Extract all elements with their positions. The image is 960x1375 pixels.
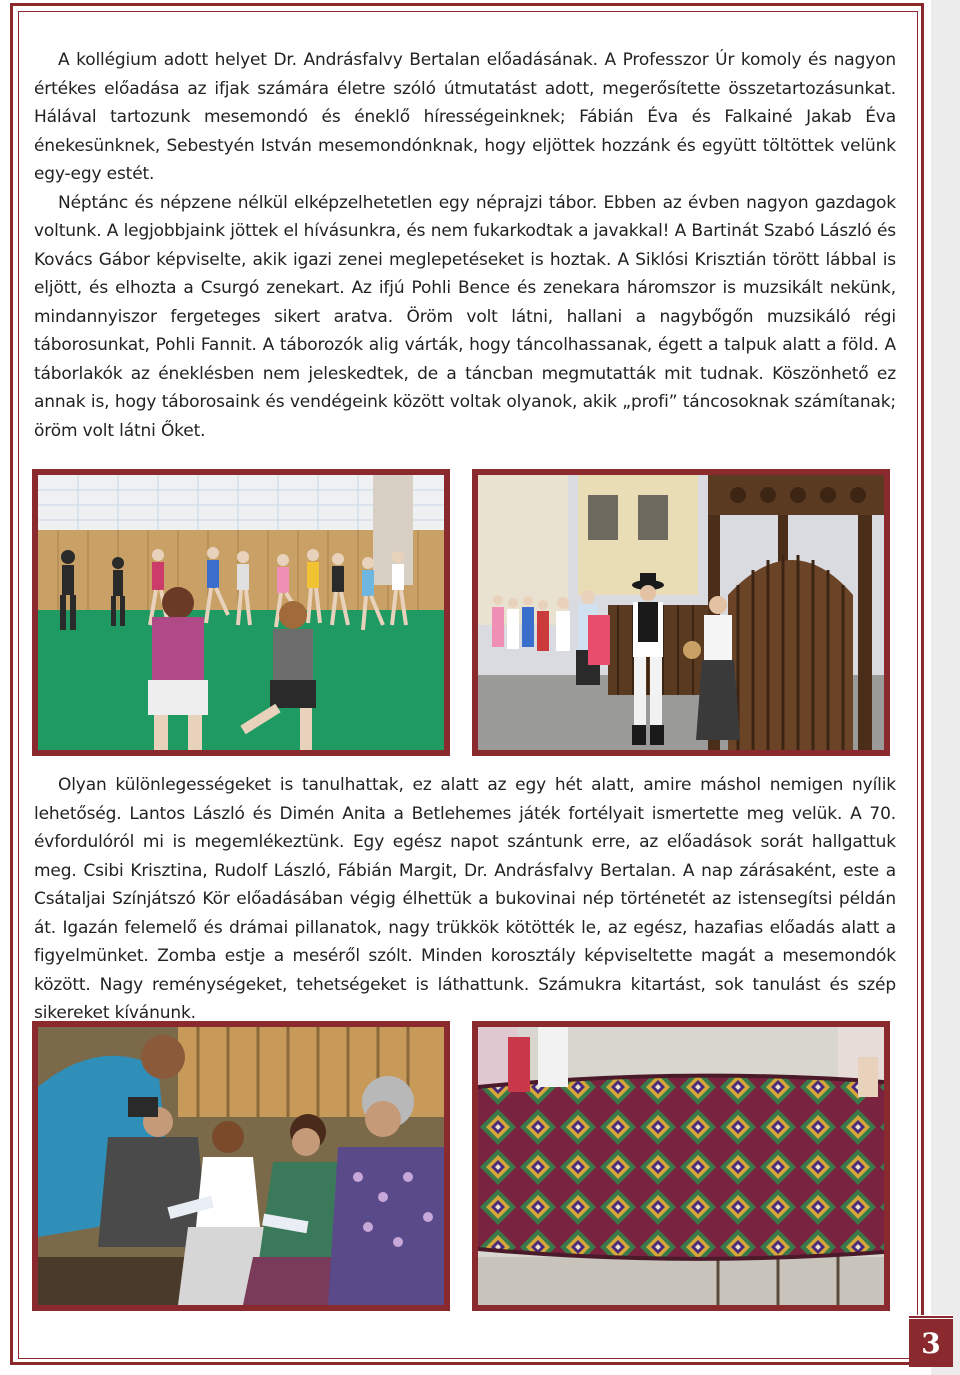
photo-dance-practice — [32, 469, 450, 756]
article-text-top — [34, 46, 896, 445]
dance-practice-illustration — [38, 475, 444, 750]
paragraph-lectures: A kollégium adott helyet Dr. Andrásfalvy Bertalan előadásának. A Professzor Úr komoly és nagyon értékes előadása az ifjak számára életre szóló útmutatást adott, megerősítette összetartozásunkat. Hálával tartozunk mesemondó és éneklő hírességeinknek; Fábián Éva és Falkainé Jakab Éva énekesünknek, Sebestyén István mesemondónknak, hogy eljöttek hozzánk és együtt töltöttek velünk egy-egy estét. — [34, 50, 896, 184]
paragraph-special-programs: Olyan különlegességeket is tanulhattak, ez alatt az egy hét alatt, amire máshol nemigen nyílik lehetőség. Lantos László és Dimén Anita a Betlehemes játék fortélyait ismertette meg velük. A 70. évfordulóról mi is megemlékeztünk. Egy egész napot szántunk erre, az előadások sorát hallgattuk meg. Csibi Krisztina, Rudolf László, Fábián Margit, Dr. Andrásfalvy Bertalan. A nap zárásaként, este a Csátaljai Színjátszó Kör előadásában végig élhettük a bukovinai nép történetét az istensegítsi példán át. Igazán felemelő és drámai pillanatok, nagy trükkök kötötték le, az egész, hazafias előadás alatt a figyelmünket. Zomba estje a meséről szólt. Minden korosztály képviseltette magát a mesemondók között. Nagy reménységeket, tehetségeket is láthattunk. Számukra kitartást, sok tanulást és szép sikereket kívánunk. — [34, 775, 896, 1023]
article-text-bottom — [34, 771, 896, 1028]
page-margin-strip — [931, 0, 960, 1375]
photo-reading-group — [32, 1021, 450, 1311]
paragraph-folk-dance: Néptánc és népzene nélkül elképzelhetetlen egy néprajzi tábor. Ebben az évben nagyon gazdagok voltunk. A legjobbjaink jöttek el hívásunkra, és nem fukarkodtak a javakkal! A Bartinát Szabó László és Kovács Gábor képviselte, akik igazi zenei meglepetéseket is hoztak. A Siklósi Krisztián törött lábbal is eljött, és elhozta a Csurgó zenekart. Az ifjú Pohli Bence és zenekara háromszor is muzsikált nekünk, mindannyiszor fergeteges sikert aratva. Öröm volt látni, hallani a nagybőgőn muzsikáló régi táborosunkat, Pohli Fannit. A táborozók alig várták, hogy táncolhassanak, égett a talpuk alatt a föld. A táborlakók az éneklésben nem jeleskedtek, de a táncban megmutatták mit tudnak. Köszönhető ez annak is, hogy táborosaink és vendégeink között voltak olyanok, akik „profi” táncosoknak számítanak; öröm volt látni Őket. — [34, 192, 896, 441]
photo-woven-carpet — [472, 1021, 890, 1311]
carved-gate-illustration — [478, 475, 884, 750]
reading-group-illustration — [38, 1027, 444, 1305]
woven-carpet-illustration — [478, 1027, 884, 1305]
photo-carved-gate — [472, 469, 890, 756]
page-number: 3 — [909, 1315, 953, 1367]
